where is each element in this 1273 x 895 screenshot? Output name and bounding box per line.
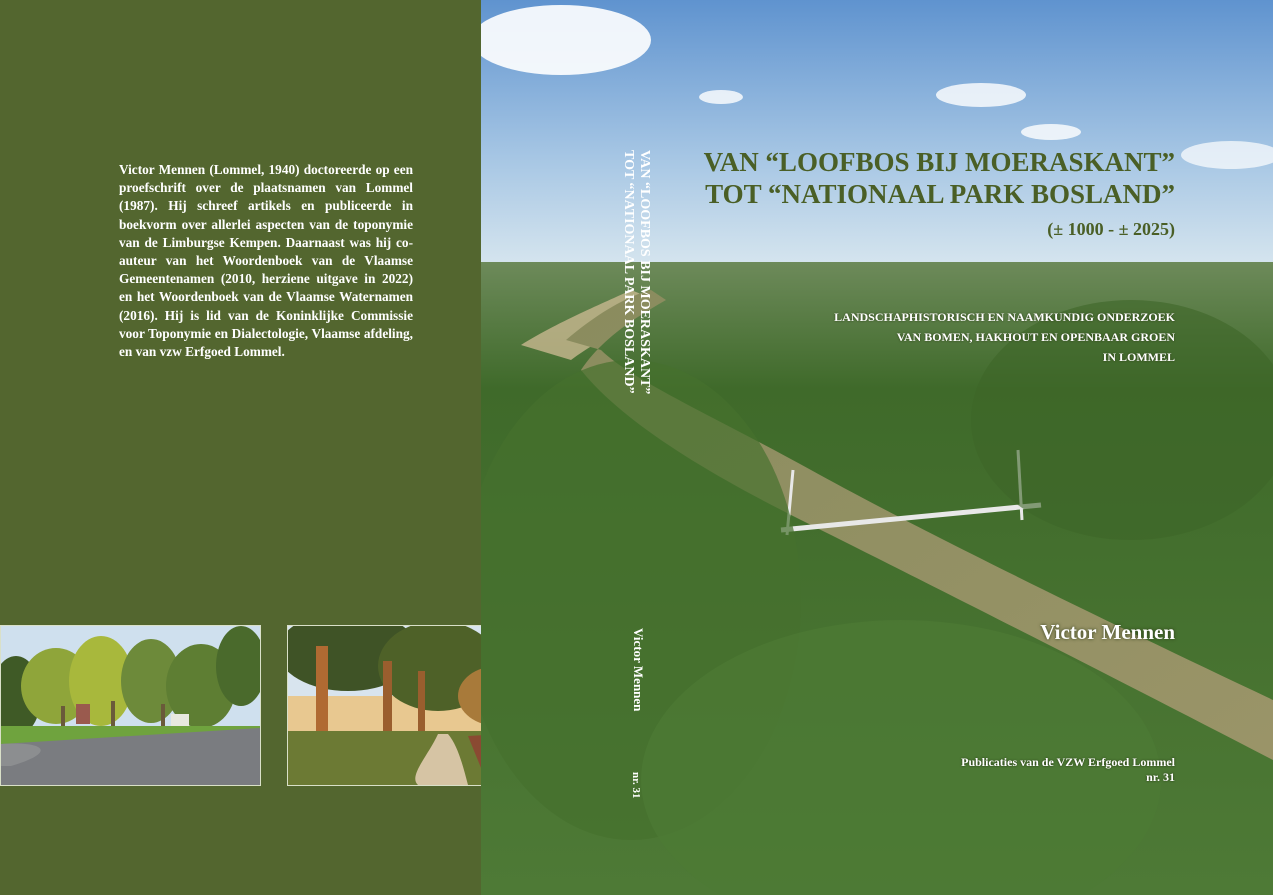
book-subtitle (834, 307, 1175, 367)
back-cover (0, 0, 481, 895)
spine-number: nr. 31 (630, 772, 642, 799)
front-author: Victor Mennen (1040, 620, 1175, 644)
publisher-info (961, 755, 1175, 785)
publisher-name: Publicaties van de VZW Erfgoed Lommel (961, 755, 1175, 769)
subtitle-line3: IN LOMMEL (1102, 350, 1175, 364)
book-dates: (± 1000 - ± 2025) (1047, 219, 1175, 239)
subtitle-line2: VAN BOMEN, HAKHOUT EN OPENBAAR GROEN (896, 330, 1175, 344)
spine (620, 150, 664, 850)
spine-title-line1: VAN “LOOFBOS BIJ MOERASKANT” (637, 150, 652, 395)
subtitle-line1: LANDSCHAPHISTORISCH EN NAAMKUNDIG ONDERZOEK (834, 310, 1175, 324)
spine-title-line2: TOT “NATIONAAL PARK BOSLAND” (621, 150, 636, 394)
book-title (704, 146, 1175, 210)
back-photo-street-trees (0, 625, 261, 786)
spine-author: Victor Mennen (631, 628, 646, 712)
book-title-line2: TOT “NATIONAAL PARK BOSLAND” (705, 179, 1175, 209)
author-bio: Victor Mennen (Lommel, 1940) doctoreerde op een proefschrift over de plaatsnamen van Lommel (1987). Hij schreef artikels en publiceerde in boekvorm over allerlei aspecten van de toponymie van de Limburgse Kempen. Daarnaast was hij co-auteur van het Woordenboek van de Vlaamse Gemeentenamen (2010, herziene uitgave in 2022) en het Woordenboek van de Vlaamse Waternamen (2016). Hij is lid van de Koninklijke Commissie voor Toponymie en Dialectologie, Vlaamse afdeling, en van vzw Erfgoed Lommel. (119, 162, 413, 360)
series-number: nr. 31 (1146, 770, 1175, 784)
spine-title (620, 150, 652, 394)
book-title-line1: VAN “LOOFBOS BIJ MOERASKANT” (703, 147, 1175, 177)
